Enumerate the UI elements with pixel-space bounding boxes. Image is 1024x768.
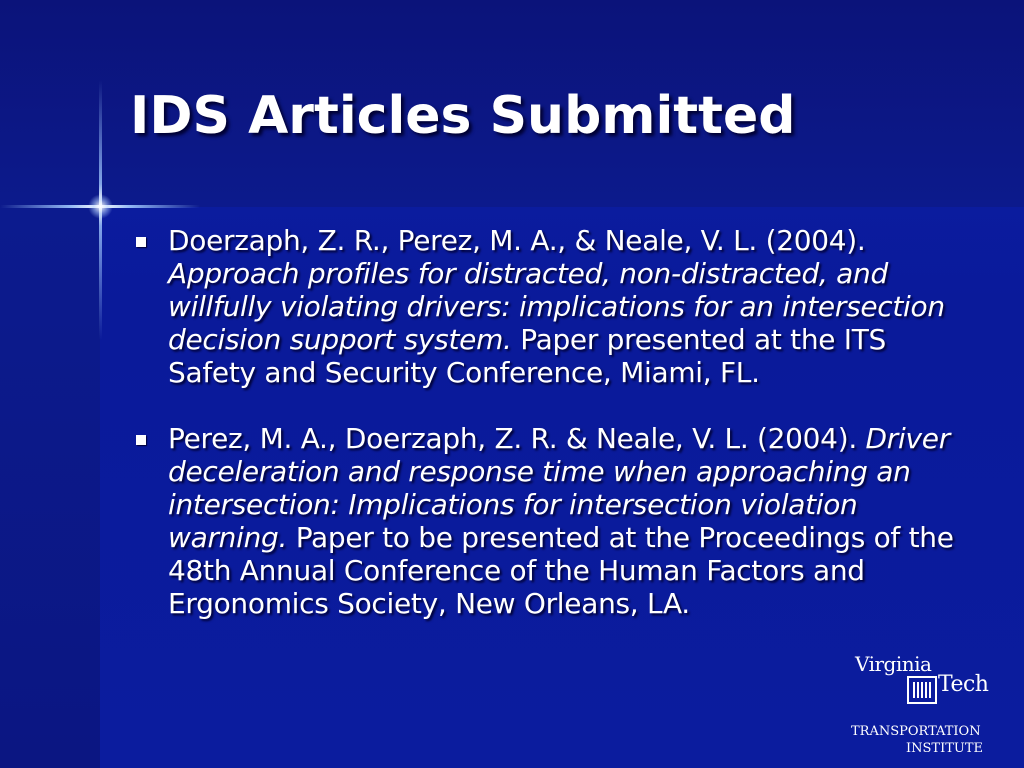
reference-venue: Paper to be presented at the Proceedings of the 48th Annual Conference of the Human Factors and Ergonomics Society, New Orleans, LA.	[168, 521, 954, 620]
logo-virginia-text: Virginia	[855, 652, 932, 676]
logo-institute-text: INSTITUTE	[906, 741, 984, 756]
reference-venue: Paper presented at the ITS Safety and Security Conference, Miami, FL.	[168, 323, 887, 389]
reference-item	[130, 422, 970, 620]
slide-title: IDS Articles Submitted	[130, 86, 796, 146]
reference-authors: Doerzaph, Z. R., Perez, M. A., & Neale, V. L. (2004).	[168, 224, 866, 257]
virginia-tech-logo	[845, 652, 1010, 762]
seal-icon	[907, 676, 937, 704]
left-band	[0, 207, 100, 768]
reference-authors: Perez, M. A., Doerzaph, Z. R. & Neale, V. L. (2004).	[168, 422, 857, 455]
reference-title: Driver deceleration and response time when approaching an intersection: Implications for intersection violation warning.	[168, 422, 950, 554]
logo-tech-text: Tech	[938, 672, 989, 697]
logo-transportation-text: TRANSPORTATION	[851, 724, 981, 739]
reference-item	[130, 224, 970, 389]
bullet-icon	[136, 237, 146, 247]
sparkle-icon	[88, 194, 113, 219]
reference-list	[130, 224, 970, 620]
reference-title: Approach profiles for distracted, non-distracted, and willfully violating drivers: implications for an intersection decision support system.	[168, 257, 945, 356]
bullet-icon	[136, 435, 146, 445]
